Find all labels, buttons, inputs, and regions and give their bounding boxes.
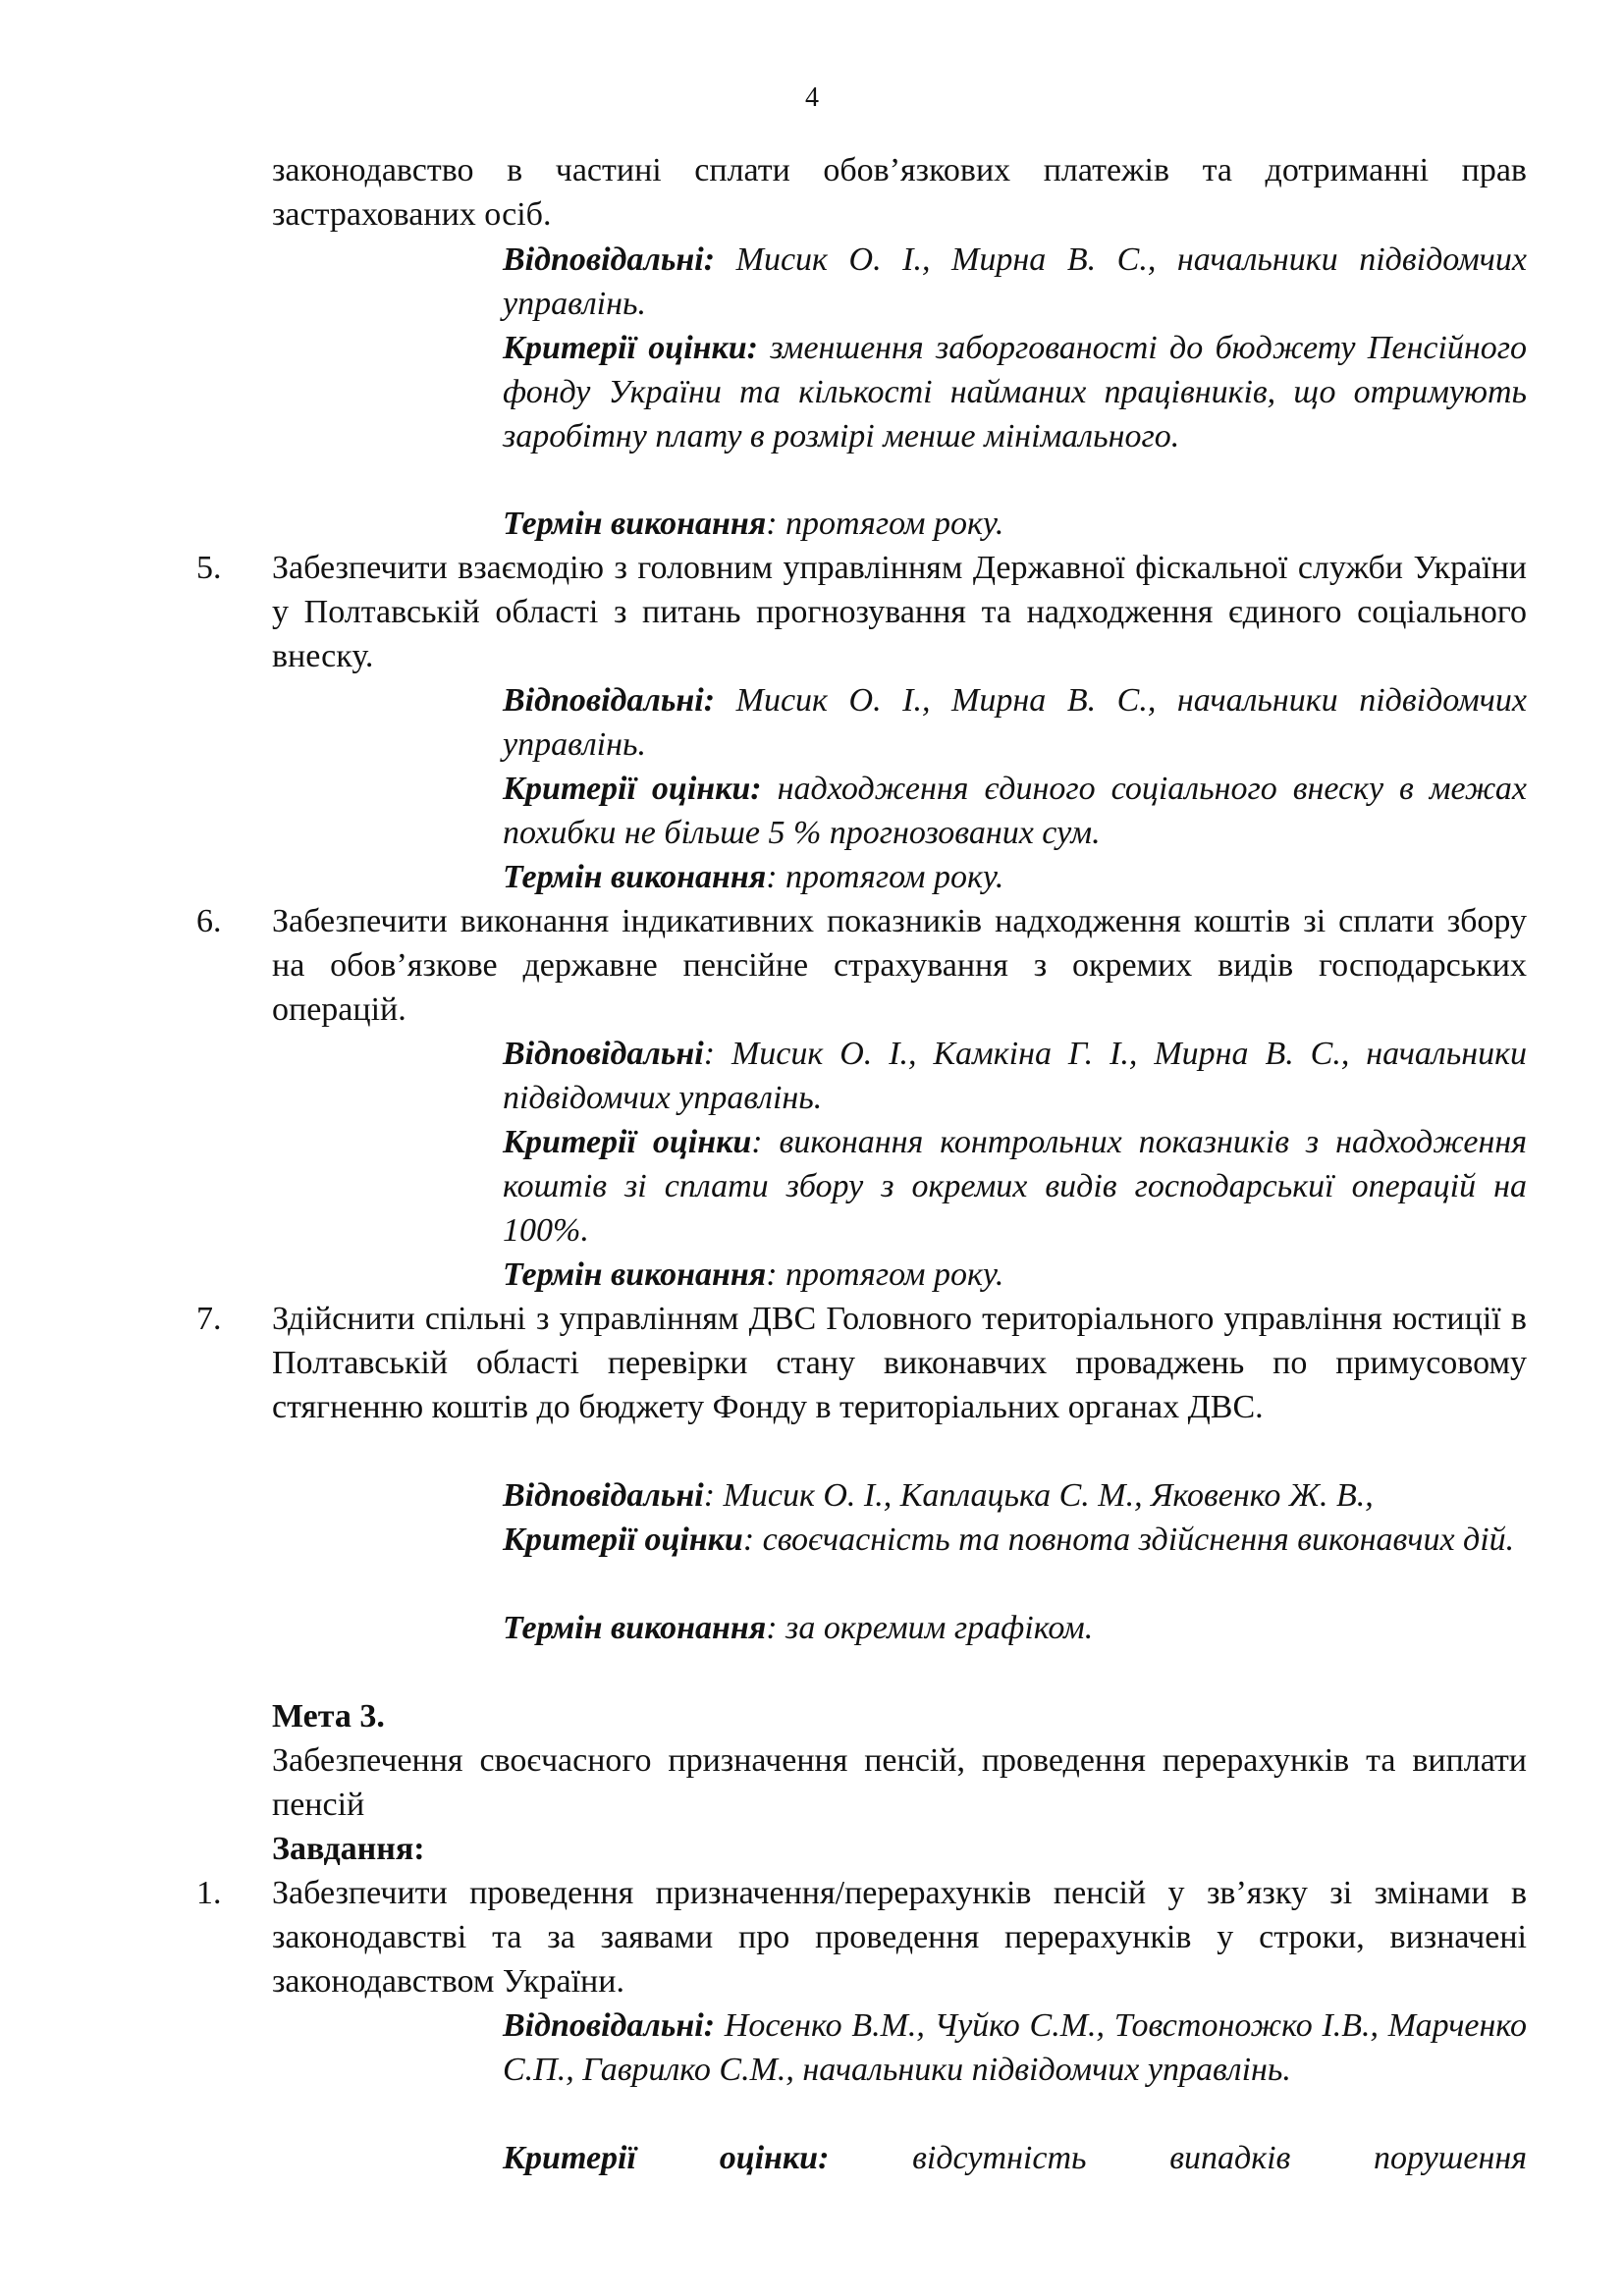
intro-criteria — [503, 327, 1527, 458]
page-number: 4 — [805, 82, 819, 113]
criteria-text: : своєчасність та повнота здійснення виконавчих дій. — [742, 1522, 1515, 1558]
responsible-text: : Мисик О. І., Каплацька С. М., Яковенко Ж. В., — [703, 1477, 1374, 1514]
item-7-text: Здійснити спільні з управлінням ДВС Головного територіального управління юстиції в Полтавській області перевірки стану виконавчих проваджень по примусовому стягненню коштів до бюджету Фонду в територіальних органах ДВС. — [272, 1301, 1527, 1425]
intro-paragraph: законодавство в частині сплати обов’язкових платежів та дотриманні прав застрахованих осіб. — [272, 152, 1527, 233]
intro-deadline — [503, 503, 1527, 547]
criteria-label: Критерії оцінки — [503, 1522, 743, 1558]
item-number: 1. — [196, 1875, 222, 1911]
responsible-label: Відповідальні: — [503, 682, 716, 719]
criteria-text: : виконання контрольних показників з надходження коштів зі сплати збору з окремих видів господарськиї операцій на 100%. — [503, 1124, 1528, 1249]
deadline-label: Термін виконання — [503, 506, 767, 542]
item-1-text: Забезпечити проведення призначення/перерахунків пенсій у зв’язку зі змінами в законодавстві та за заявами про проведення перерахунків у строки, визначені законодавством України. — [272, 1875, 1527, 2000]
item-1-criteria — [503, 2137, 1527, 2181]
item-5-criteria — [503, 768, 1527, 856]
responsible-label: Відповідальні: — [503, 241, 716, 278]
criteria-label: Критерії оцінки: — [503, 2140, 830, 2176]
criteria-label: Критерії оцінки: — [503, 330, 758, 366]
item-6-text: Забезпечити виконання індикативних показників надходження коштів зі сплати збору на обов’язкове державне пенсійне страхування з окремих видів господарських операцій. — [272, 903, 1527, 1028]
responsible-text: Носенко В.М., Чуйко С.М., Товстоножко І.В., Марченко С.П., Гаврилко С.М., начальники підвідомчих управлінь. — [503, 2007, 1527, 2088]
deadline-text: : протягом року. — [766, 1256, 1004, 1293]
criteria-text: відсутність випадків порушення — [829, 2140, 1527, 2176]
intro-responsible — [503, 239, 1527, 327]
item-1-responsible — [503, 2004, 1527, 2093]
deadline-text: : протягом року. — [766, 506, 1004, 542]
criteria-label: Критерії оцінки: — [503, 771, 762, 807]
deadline-text: : протягом року. — [766, 859, 1004, 895]
responsible-text: : Мисик О. І., Камкіна Г. І., Мирна В. С., начальники підвідомчих управлінь. — [503, 1036, 1527, 1116]
responsible-label: Відповідальні — [503, 1477, 704, 1514]
deadline-text: : за окремим графіком. — [766, 1610, 1094, 1646]
goal-3-text: Забезпечення своєчасного призначення пенсій, проведення перерахунків та виплати пенсій — [272, 1742, 1527, 1823]
deadline-label: Термін виконання — [503, 859, 767, 895]
item-number: 7. — [196, 1301, 222, 1337]
tasks-heading: Завдання: — [272, 1831, 425, 1867]
item-5-responsible — [503, 679, 1527, 768]
item-number: 6. — [196, 903, 222, 939]
item-7-deadline — [503, 1607, 1527, 1651]
item-6-deadline — [503, 1254, 1527, 1298]
item-7-criteria — [503, 1519, 1527, 1563]
deadline-label: Термін виконання — [503, 1256, 767, 1293]
criteria-label: Критерії оцінки — [503, 1124, 752, 1160]
item-number: 5. — [196, 550, 222, 586]
responsible-text: Мисик О. І., Мирна В. С., начальники підвідомчих управлінь. — [503, 241, 1527, 322]
item-5-deadline — [503, 856, 1527, 900]
item-5-text: Забезпечити взаємодію з головним управлінням Державної фіскальної служби України у Полтавській області з питань прогнозування та надходження єдиного соціального внеску. — [272, 550, 1527, 674]
goal-3-title: Мета 3. — [272, 1698, 385, 1735]
deadline-label: Термін виконання — [503, 1610, 767, 1646]
responsible-label: Відповідальні: — [503, 2007, 716, 2044]
criteria-text: надходження єдиного соціального внеску в межах похибки не більше 5 % прогнозованих сум. — [503, 771, 1527, 851]
responsible-label: Відповідальні — [503, 1036, 704, 1072]
item-6-criteria — [503, 1121, 1527, 1253]
criteria-text: зменшення заборгованості до бюджету Пенсійного фонду України та кількості найманих працівників, що отримують заробітну плату в розмірі менше мінімального. — [503, 330, 1527, 454]
responsible-text: Мисик О. І., Мирна В. С., начальники підвідомчих управлінь. — [503, 682, 1527, 763]
item-7-responsible — [503, 1474, 1527, 1519]
item-6-responsible — [503, 1033, 1527, 1121]
